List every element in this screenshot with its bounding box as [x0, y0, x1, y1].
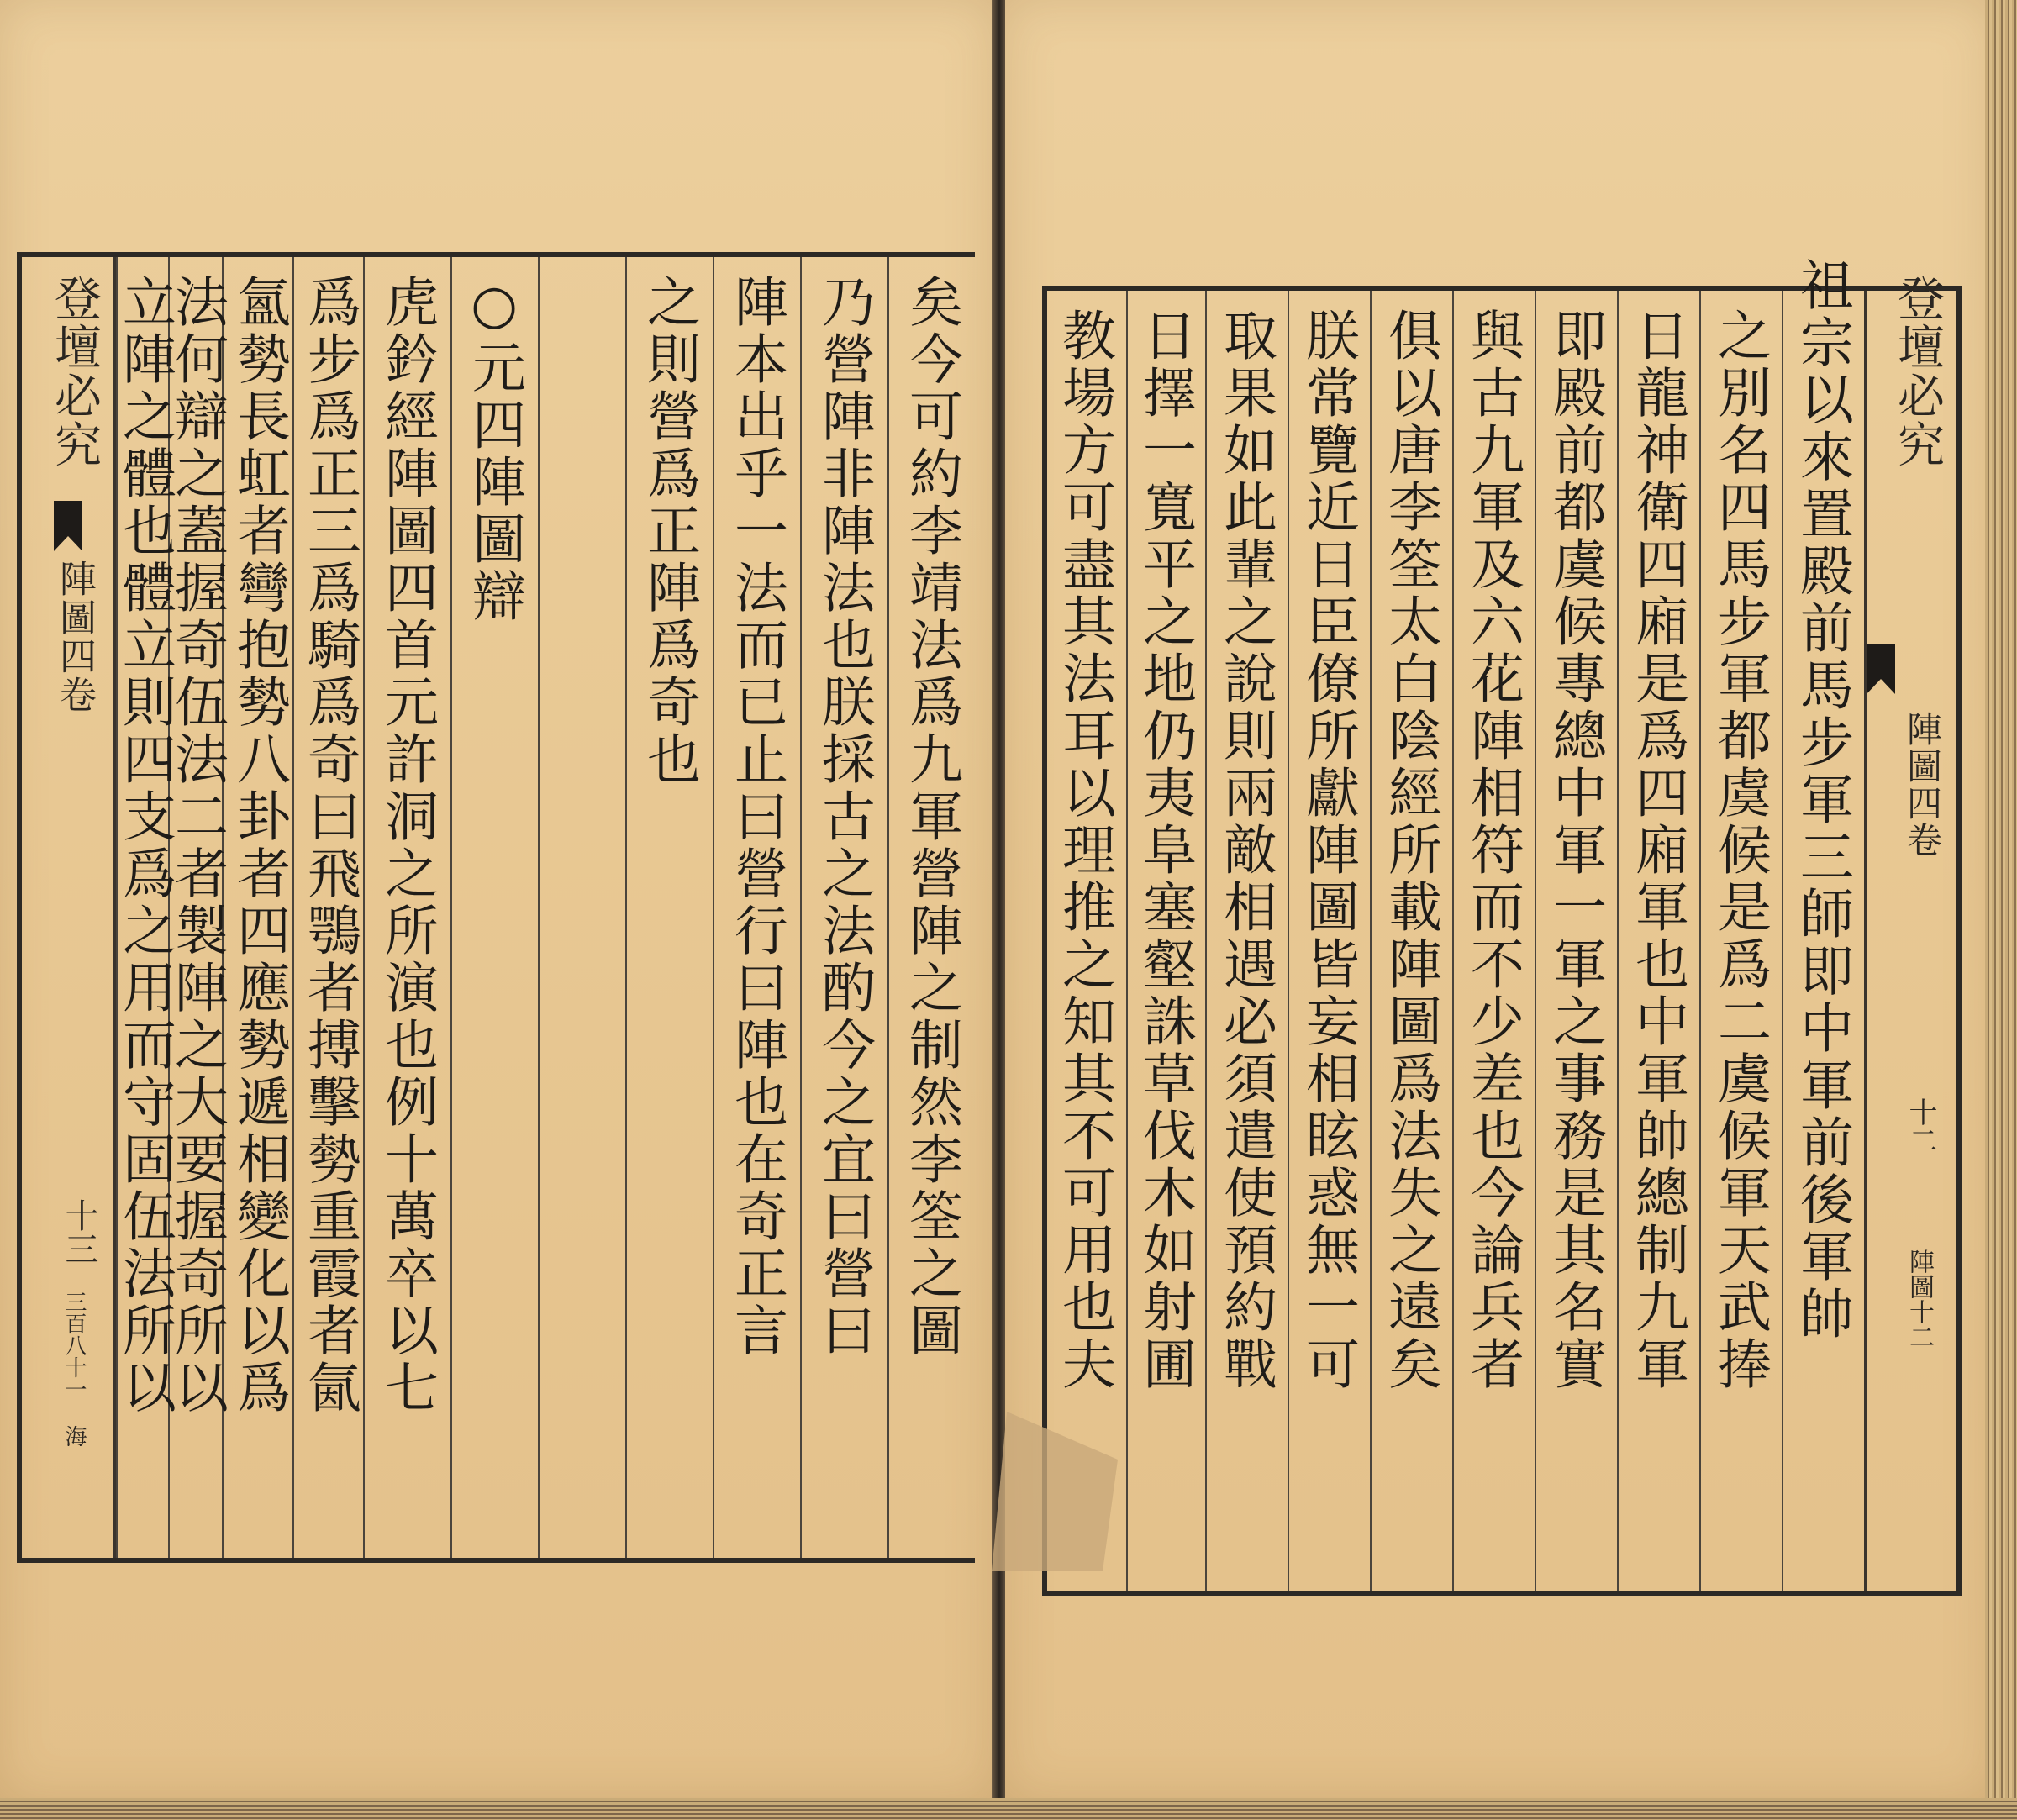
column-text: 陣本出乎一法而已止曰營行曰陣也在奇正言	[725, 274, 787, 1360]
right-seal-text: 陣圖十二	[1904, 1249, 1934, 1349]
page-edge-stack	[1985, 0, 2017, 1820]
right-column-1	[1782, 257, 1864, 1591]
column-text: 乃營陣非陣法也朕採古之法酌今之宜曰營曰	[813, 274, 875, 1360]
left-page-frame	[17, 252, 975, 1563]
column-text: 矣今可約李靖法爲九軍營陣之制然李筌之圖	[900, 274, 962, 1360]
left-column-5	[538, 257, 625, 1558]
left-column-6	[450, 257, 538, 1558]
left-seal-text: 三百八十一 海	[61, 1291, 87, 1447]
fishtail-mark	[54, 501, 82, 551]
column-text: 即殿前都虞候專總中軍一軍之事務是其名實	[1544, 308, 1606, 1393]
bottom-page-edge	[0, 1798, 2017, 1820]
left-margin-strip	[22, 257, 116, 1558]
left-column-10	[166, 257, 228, 1558]
left-column-11	[113, 257, 176, 1558]
left-column-7	[363, 257, 450, 1558]
right-page	[1005, 0, 1992, 1798]
right-column-2	[1699, 291, 1782, 1591]
fishtail-mark	[1867, 644, 1895, 694]
left-column-8	[292, 257, 363, 1558]
right-column-4	[1535, 291, 1617, 1591]
left-column-1	[887, 257, 975, 1558]
column-text: 法何辯之蓋握奇伍法二者製陣之大要握奇所以	[166, 274, 228, 1417]
column-text: 日龍神衛四廂是爲四廂軍也中軍帥總制九軍	[1626, 308, 1688, 1393]
section-heading: ○元四陣圖辯	[463, 274, 525, 625]
left-folio: 十三	[60, 1198, 98, 1265]
right-page-frame	[1042, 257, 1962, 1596]
column-text: 俱以唐李筌太白陰經所載陣圖爲法失之遠矣	[1379, 308, 1441, 1393]
left-margin-title: 登壇必究	[47, 274, 102, 469]
column-text: 虎鈐經陣圖四首元許洞之所演也例十萬卒以七	[376, 274, 438, 1417]
column-text: 之別名四馬步軍都虞候是爲二虞候軍天武捧	[1709, 308, 1771, 1393]
column-text: 教場方可盡其法耳以理推之知其不可用也夫	[1053, 308, 1115, 1393]
right-column-10	[1047, 291, 1126, 1591]
column-text: 氳勢長虹者彎抱勢八卦者四應勢遞相變化以爲	[228, 274, 290, 1417]
column-text: 日擇一寬平之地仍夷阜塞壑誅草伐木如射圃	[1134, 308, 1196, 1393]
left-column-4	[625, 257, 713, 1558]
left-column-2	[800, 257, 887, 1558]
right-folio: 十二	[1904, 1097, 1937, 1155]
right-column-3	[1617, 291, 1699, 1591]
column-text: 爲步爲正三爲騎爲奇曰飛鶚者搏擊勢重霞者氤	[298, 274, 361, 1417]
right-margin-strip	[1864, 274, 1956, 1591]
column-text: 之則營爲正陣爲奇也	[638, 274, 700, 788]
column-text: 與古九軍及六花陣相符而不少差也今論兵者	[1461, 308, 1524, 1393]
left-margin-section: 陣圖四卷	[53, 560, 96, 714]
column-text: 取果如此輩之說則兩敵相遇必須遣使預約戰	[1214, 308, 1277, 1393]
right-column-5	[1452, 291, 1535, 1591]
column-text: 朕常覽近日臣僚所獻陣圖皆妄相眩惑無一可	[1297, 308, 1359, 1393]
right-column-7	[1288, 291, 1370, 1591]
right-margin-title: 登壇必究	[1890, 274, 1945, 469]
column-text: 祖宗以來置殿前馬步軍三師即中軍前後軍帥	[1791, 257, 1853, 1343]
right-column-9	[1126, 291, 1205, 1591]
right-margin-section: 陣圖四卷	[1902, 711, 1943, 859]
left-column-3	[713, 257, 800, 1558]
left-column-9	[222, 257, 292, 1558]
right-column-8	[1205, 291, 1288, 1591]
left-page	[0, 0, 993, 1798]
column-text: 立陣之體也體立則四支爲之用而守固伍法所以	[113, 274, 176, 1417]
right-column-6	[1370, 291, 1452, 1591]
